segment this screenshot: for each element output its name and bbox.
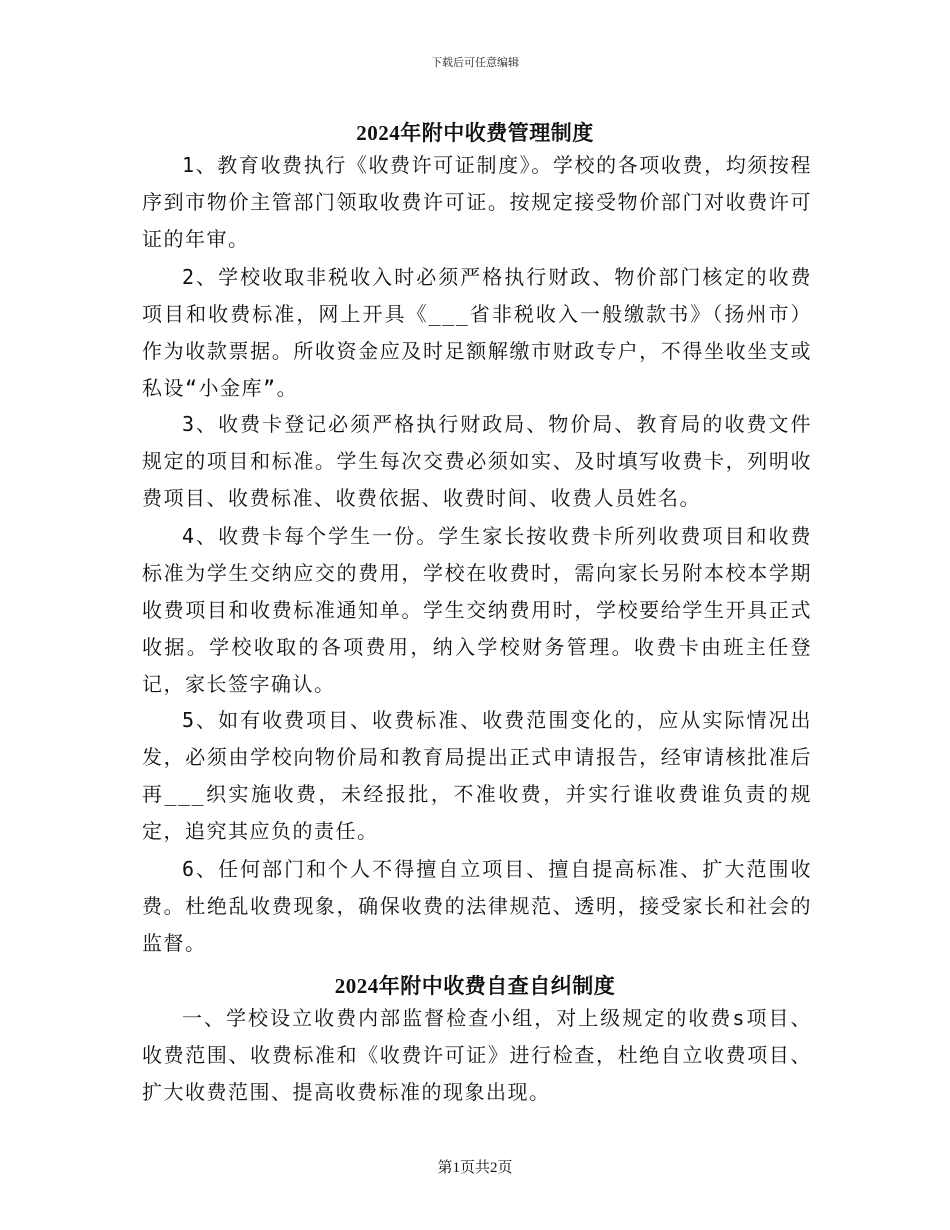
paragraph: 一、学校设立收费内部监督检查小组，对上级规定的收费s项目、收费范围、收费标准和《收费许可证》进行检查，杜绝自立收费项目、扩大收费范围、提高收费标准的现象出现。 [142, 1006, 812, 1104]
paragraph: 3、收费卡登记必须严格执行财政局、物价局、教育局的收费文件规定的项目和标准。学生每次交费必须如实、及时填写收费卡，列明收费项目、收费标准、收费依据、收费时间、收费人员姓名。 [142, 412, 812, 510]
page-number: 第1页共2页 [437, 1160, 513, 1176]
paragraph: 4、收费卡每个学生一份。学生家长按收费卡所列收费项目和收费标准为学生交纳应交的费用，学校在收费时，需向家长另附本校本学期收费项目和收费标准通知单。学生交纳费用时，学校要给学生开具正式收据。学校收取的各项费用，纳入学校财务管理。收费卡由班主任登记，家长签字确认。 [142, 524, 812, 696]
paragraph: 6、任何部门和个人不得擅自立项目、擅自提高标准、扩大范围收费。杜绝乱收费现象，确保收费的法律规范、透明，接受家长和社会的监督。 [142, 857, 812, 955]
paragraph: 1、教育收费执行《收费许可证制度》。学校的各项收费，均须按程序到市物价主管部门领取收费许可证。按规定接受物价部门对收费许可证的年审。 [142, 153, 812, 251]
section-title-self-inspection: 2024年附中收费自查自纠制度 [334, 974, 616, 998]
header-note: 下载后可任意编辑 [431, 56, 519, 69]
paragraph: 5、如有收费项目、收费标准、收费范围变化的，应从实际情况出发，必须由学校向物价局和教育局提出正式申请报告，经审请核批准后再___织实施收费，未经报批，不准收费，并实行谁收费谁负责的规定，追究其应负的责任。 [142, 708, 812, 843]
section-title-fee-management: 2024年附中收费管理制度 [356, 121, 594, 145]
paragraph: 2、学校收取非税收入时必须严格执行财政、物价部门核定的收费项目和收费标准，网上开具《___省非税收入一般缴款书》（扬州市）作为收款票据。所收资金应及时足额解缴市财政专户，不得坐收坐支或私设“小金库”。 [142, 265, 812, 400]
